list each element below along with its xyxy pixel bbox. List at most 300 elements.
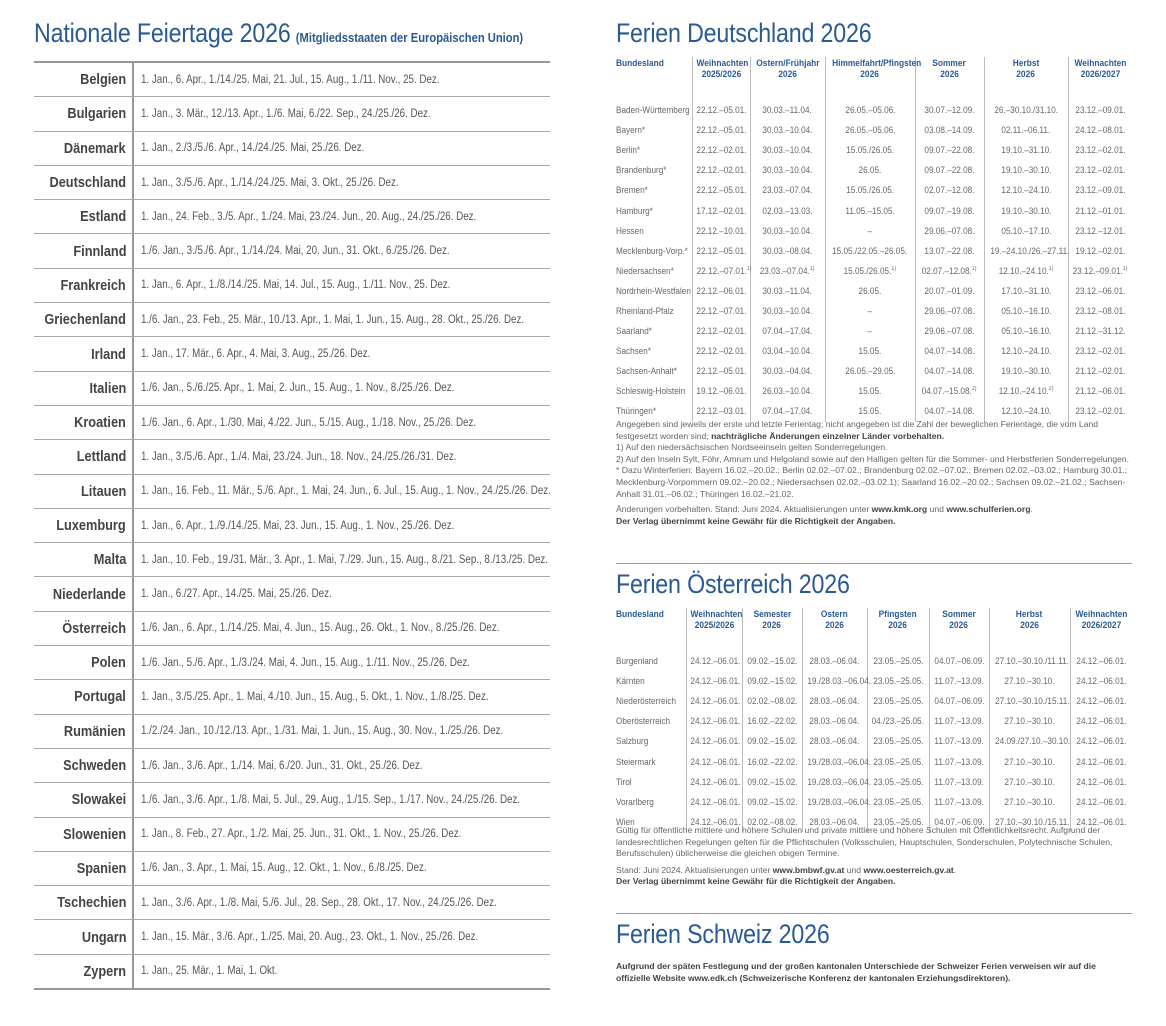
date-cell bbox=[686, 731, 742, 751]
region-name bbox=[616, 321, 692, 341]
date-cell bbox=[750, 241, 825, 261]
de-title: Ferien Deutschland 2026 bbox=[616, 18, 872, 48]
region-name-text: Saarland* bbox=[616, 326, 652, 337]
column-header-line2: 2026 bbox=[860, 69, 880, 80]
spacer-cell bbox=[989, 637, 1070, 651]
holiday-dates-text: 1. Jan., 17. Mär., 6. Apr., 4. Mai, 3. Aug., 25./26. Dez. bbox=[141, 348, 371, 361]
spacer-cell bbox=[616, 637, 686, 651]
de-note-2: 1) Auf den niedersächsischen Nordseeinseln gelten Sonderregelungen. bbox=[616, 442, 888, 453]
holiday-row bbox=[34, 646, 550, 680]
holidays-page bbox=[34, 18, 551, 980]
holiday-dates bbox=[134, 680, 550, 713]
date-cell bbox=[742, 671, 802, 691]
date-cell-text: 27.10.–30.10. bbox=[1004, 676, 1055, 687]
holiday-dates-text: 1. Jan., 24. Feb., 3./5. Apr., 1./24. Mai, 23./24. Jun., 20. Aug., 24./25./26. Dez. bbox=[141, 210, 477, 223]
date-cell bbox=[825, 361, 915, 381]
date-cell bbox=[989, 772, 1070, 792]
schulferien-link[interactable]: www.schulferien.org bbox=[946, 504, 1031, 515]
date-cell bbox=[750, 180, 825, 200]
holiday-dates bbox=[134, 97, 550, 130]
kmk-link[interactable]: www.kmk.org bbox=[871, 504, 928, 515]
holiday-dates bbox=[134, 886, 560, 919]
date-cell bbox=[825, 160, 915, 180]
region-name-text: Schleswig-Holstein bbox=[616, 386, 686, 397]
holiday-dates-text: 1./6. Jan., 6. Apr., 1./14./25. Mai, 4. Jun., 15. Aug., 26. Okt., 1. Nov., 8./25./26. Dez. bbox=[141, 622, 500, 635]
date-cell-text: 26.05.–05.06. bbox=[844, 105, 896, 116]
country-name bbox=[34, 543, 134, 576]
holiday-row bbox=[34, 612, 550, 646]
country-name-text: Kroatien bbox=[74, 414, 126, 432]
holiday-dates bbox=[134, 303, 592, 336]
date-cell-text: 12.10.–24.10. bbox=[1000, 346, 1052, 357]
region-name-text: Mecklenburg-Vorp.* bbox=[616, 245, 688, 256]
date-cell-text: 02.02.–08.02. bbox=[746, 816, 798, 827]
table-row bbox=[616, 651, 1132, 671]
de-header-row bbox=[616, 57, 1132, 86]
date-cell bbox=[692, 180, 750, 200]
country-name bbox=[34, 406, 134, 439]
region-name-text: Tirol bbox=[616, 776, 632, 787]
date-cell bbox=[1070, 792, 1132, 812]
date-cell-text: 26.05.–29.05. bbox=[844, 366, 896, 377]
date-cell bbox=[915, 281, 984, 301]
table-row bbox=[616, 691, 1132, 711]
region-name-text: Steiermark bbox=[616, 756, 656, 767]
date-cell bbox=[686, 751, 742, 771]
holiday-dates bbox=[134, 818, 550, 851]
date-cell bbox=[692, 341, 750, 361]
country-name bbox=[34, 303, 134, 336]
at-note-2-and: und bbox=[846, 864, 862, 875]
date-cell bbox=[692, 200, 750, 220]
date-cell bbox=[1070, 731, 1132, 751]
date-cell bbox=[1070, 691, 1132, 711]
date-cell bbox=[1070, 671, 1132, 691]
date-cell bbox=[984, 120, 1068, 140]
column-header-line2: 2025/2026 bbox=[701, 69, 741, 80]
column-header-line2: 2026 bbox=[1020, 620, 1039, 631]
spacer-cell bbox=[802, 637, 867, 651]
holiday-dates bbox=[134, 63, 550, 96]
column-header-line1: Herbst bbox=[1016, 609, 1043, 620]
date-cell bbox=[825, 261, 915, 281]
date-cell bbox=[929, 751, 989, 771]
table-row bbox=[616, 221, 1132, 241]
date-cell-text: 03.04.–10.04. bbox=[762, 346, 813, 357]
date-cell bbox=[915, 321, 984, 341]
country-name-text: Slowakei bbox=[71, 791, 126, 809]
date-cell-text: 22.12.–05.01. bbox=[695, 105, 747, 116]
table-row bbox=[616, 731, 1132, 751]
spacer-cell bbox=[742, 637, 802, 651]
table-row bbox=[616, 180, 1132, 200]
date-cell-text: 27.10.–30.10./15.11. bbox=[994, 816, 1070, 827]
date-cell bbox=[1068, 221, 1132, 241]
date-cell-text: 23.05.–25.05. bbox=[872, 676, 924, 687]
holiday-dates bbox=[134, 955, 550, 988]
date-cell-text: 09.02.–15.02. bbox=[746, 656, 798, 667]
region-name-text: Niederösterreich bbox=[616, 696, 677, 707]
date-cell-text: 24.12.–06.01. bbox=[1076, 776, 1127, 787]
bmbwf-link[interactable]: www.bmbwf.gv.at bbox=[772, 864, 845, 875]
date-cell bbox=[867, 772, 929, 792]
region-name-text: Oberösterreich bbox=[616, 716, 671, 727]
country-name bbox=[34, 337, 134, 370]
holiday-dates bbox=[134, 646, 550, 679]
table-row bbox=[616, 361, 1132, 381]
date-cell-text: 19.10.–31.10. bbox=[1000, 145, 1052, 156]
date-cell bbox=[692, 160, 750, 180]
country-name-text: Griechenland bbox=[44, 311, 126, 329]
holiday-row bbox=[34, 337, 550, 371]
date-cell bbox=[984, 221, 1068, 241]
table-row bbox=[616, 792, 1132, 812]
date-cell-text: 15.05. bbox=[858, 406, 882, 417]
at-note-3-text: Der Verlag übernimmt keine Gewähr für die Richtigkeit der Angaben. bbox=[616, 876, 896, 887]
holiday-row bbox=[34, 200, 550, 234]
date-cell-text: 28.03.–06.04. bbox=[809, 716, 860, 727]
column-header-line2: 2026 bbox=[825, 620, 844, 631]
country-name bbox=[34, 200, 134, 233]
country-name bbox=[34, 715, 134, 748]
date-cell-text: 24.12.–06.01. bbox=[1076, 676, 1127, 687]
date-cell bbox=[692, 301, 750, 321]
country-name bbox=[34, 63, 134, 96]
column-header bbox=[825, 57, 921, 86]
date-cell-text: 22.12.–02.01. bbox=[695, 165, 747, 176]
holiday-row bbox=[34, 234, 550, 268]
holiday-row bbox=[34, 886, 550, 920]
holiday-row bbox=[34, 406, 550, 440]
date-cell-text: 22.12.–02.01. bbox=[695, 326, 747, 337]
date-cell-text: 16.02.–22.02. bbox=[746, 716, 798, 727]
country-name-text: Slowenien bbox=[62, 825, 126, 843]
holiday-row bbox=[34, 749, 550, 783]
holiday-dates bbox=[134, 234, 550, 267]
date-cell-text: 22.12.–07.01. bbox=[695, 305, 747, 316]
date-cell bbox=[1068, 100, 1132, 120]
date-cell-text: – bbox=[867, 225, 873, 236]
holiday-dates bbox=[134, 269, 550, 302]
date-cell bbox=[929, 792, 989, 812]
date-cell bbox=[915, 361, 984, 381]
region-name-text: Vorarlberg bbox=[616, 796, 654, 807]
date-cell bbox=[742, 751, 802, 771]
table-row bbox=[616, 341, 1132, 361]
date-cell-text: 04.07.–15.08. bbox=[922, 386, 973, 397]
column-header-line1: Ostern/Frühjahr bbox=[755, 58, 820, 69]
date-cell bbox=[929, 651, 989, 671]
country-name-text: Deutschland bbox=[49, 174, 126, 192]
footnote-mark: 1) bbox=[746, 265, 751, 272]
date-cell-text: 16.02.–22.02. bbox=[746, 756, 798, 767]
at-header-row bbox=[616, 608, 1132, 637]
table-row bbox=[616, 140, 1132, 160]
country-name bbox=[34, 680, 134, 713]
holiday-dates bbox=[134, 920, 550, 953]
holiday-row bbox=[34, 440, 550, 474]
spacer-cell bbox=[915, 86, 984, 100]
region-name bbox=[616, 140, 692, 160]
date-cell-text: 23.12.–02.01. bbox=[1075, 346, 1126, 357]
date-cell-text: 09.02.–15.02. bbox=[746, 736, 798, 747]
country-name bbox=[34, 852, 134, 885]
column-header-line2: 2026 bbox=[888, 620, 908, 631]
date-cell bbox=[802, 711, 867, 731]
date-cell bbox=[742, 711, 802, 731]
country-name bbox=[34, 886, 134, 919]
date-cell-text: 28.03.–06.04. bbox=[809, 816, 860, 827]
date-cell-text: – bbox=[867, 305, 873, 316]
date-cell bbox=[867, 691, 929, 711]
spacer-cell bbox=[1068, 86, 1132, 100]
date-cell bbox=[929, 691, 989, 711]
holiday-row bbox=[34, 303, 550, 337]
holiday-dates-text: 1. Jan., 3./5./6. Apr., 1./4. Mai, 23./24. Jun., 18. Nov., 24./25./26./31. Dez. bbox=[141, 450, 457, 463]
region-name bbox=[616, 160, 692, 180]
date-cell-text: 22.12.–10.01. bbox=[695, 225, 747, 236]
holiday-dates-text: 1. Jan., 3./5./25. Apr., 1. Mai, 4./10. Jun., 15. Aug., 5. Okt., 1. Nov., 1./8./25. Dez. bbox=[141, 690, 489, 703]
date-cell-text: 24.12.–06.01. bbox=[689, 776, 740, 787]
date-cell-text: 03.08.–14.09. bbox=[924, 125, 975, 136]
date-cell bbox=[1070, 711, 1132, 731]
holiday-dates bbox=[134, 475, 623, 508]
country-name bbox=[34, 749, 134, 782]
date-cell-text: 23.12.–02.01. bbox=[1075, 406, 1126, 417]
date-cell bbox=[750, 221, 825, 241]
date-cell-text: 19.–24.10./26.–27.11. bbox=[989, 245, 1069, 256]
date-cell-text: 19./28.03.–06.04. bbox=[806, 796, 871, 807]
date-cell bbox=[1070, 751, 1132, 771]
holiday-dates bbox=[134, 406, 550, 439]
holiday-dates bbox=[134, 577, 550, 610]
date-cell bbox=[915, 261, 984, 281]
country-name bbox=[34, 612, 134, 645]
date-cell bbox=[750, 100, 825, 120]
footnote-mark: 1) bbox=[1048, 265, 1054, 272]
date-cell bbox=[1068, 341, 1132, 361]
date-cell bbox=[984, 200, 1068, 220]
date-cell bbox=[915, 180, 984, 200]
column-header-line1: Himmelfahrt/Pfingsten bbox=[831, 58, 921, 69]
table-row bbox=[616, 321, 1132, 341]
date-cell bbox=[1068, 361, 1132, 381]
date-cell-text: 24.12.–06.01. bbox=[1076, 796, 1127, 807]
date-cell-text: 22.12.–02.01. bbox=[695, 145, 747, 156]
date-cell bbox=[750, 261, 825, 281]
column-header bbox=[1068, 57, 1132, 86]
date-cell bbox=[750, 140, 825, 160]
holiday-row bbox=[34, 63, 550, 97]
date-cell bbox=[825, 221, 915, 241]
date-cell-text: 27.10.–30.10. bbox=[1004, 716, 1055, 727]
region-name bbox=[616, 341, 692, 361]
country-name-text: Irland bbox=[91, 345, 126, 363]
date-cell-text: 12.10.–24.10. bbox=[1000, 406, 1052, 417]
at-note-2-text: Stand: Juni 2024. Aktualisierungen unter bbox=[616, 864, 771, 875]
holiday-row bbox=[34, 97, 550, 131]
date-cell-text: 24.12.–06.01. bbox=[689, 796, 740, 807]
date-cell-text: 15.05. bbox=[858, 346, 882, 357]
region-name-text: Berlin* bbox=[616, 145, 641, 156]
de-note-1-text: Angegeben sind jeweils der erste und letzte Ferientag; nicht angegeben ist die Zahl der beweglichen Ferientage, die vom Land festgesetzt worden sind; bbox=[616, 419, 1099, 441]
date-cell bbox=[867, 792, 929, 812]
holiday-dates bbox=[134, 543, 620, 576]
column-header-line2: 2025/2026 bbox=[694, 620, 734, 631]
date-cell bbox=[692, 361, 750, 381]
date-cell-text: 30.03.–10.04. bbox=[762, 165, 813, 176]
date-cell-text: 22.12.–03.01. bbox=[695, 406, 747, 417]
date-cell bbox=[984, 140, 1068, 160]
date-cell-text: 28.03.–06.04. bbox=[809, 656, 860, 667]
date-cell-text: 05.10.–16.10. bbox=[1000, 305, 1052, 316]
date-cell bbox=[1068, 200, 1132, 220]
date-cell-text: 13.07.–22.08. bbox=[924, 245, 975, 256]
date-cell-text: 22.12.–06.01. bbox=[695, 285, 747, 296]
date-cell-text: 09.02.–15.02. bbox=[746, 776, 798, 787]
de-note-4: * Dazu Winterferien: Bayern 16.02.–20.02.; Berlin 02.02.–07.02.; Brandenburg 02.02.–07.02.; Bremen 02.02.–03.02.; Hamburg 30.01.; Mecklenburg-Vorpommern 09.02.–20.02.; Niedersachsen 02.02.–03.02.1); Saarland 16.02.–20.02.; Sachsen 09.02.–21.02.; Sachsen-Anhalt 31.01.–06.02.; Thüringen 16.02.–21.02. bbox=[616, 465, 1128, 499]
holiday-dates-text: 1. Jan., 8. Feb., 27. Apr., 1./2. Mai, 25. Jun., 31. Okt., 1. Nov., 25./26. Dez. bbox=[141, 828, 462, 841]
date-cell-text: 23.05.–25.05. bbox=[872, 776, 924, 787]
date-cell bbox=[750, 120, 825, 140]
holiday-dates bbox=[134, 200, 550, 233]
date-cell-text: 27.10.–30.10. bbox=[1004, 776, 1055, 787]
date-cell bbox=[742, 792, 802, 812]
date-cell-text: 24.12.–06.01. bbox=[689, 676, 740, 687]
country-name bbox=[34, 166, 134, 199]
date-cell bbox=[686, 711, 742, 731]
at-note-1: Gültig für öffentliche mittlere und höhere Schulen und private mittlere und höhere Schulen mit Öffentlichkeitsrecht. Aufgrund der landesrechtlichen Regelungen gelten für die Pflichtschulen (Volksschulen, Hauptschulen, Sonderschulen, Polytechnische Schulen, Berufsschulen) üblicherweise die gleichen obigen Termine. bbox=[616, 825, 1113, 859]
column-header-line1: Weihnachten bbox=[1075, 609, 1128, 620]
column-header bbox=[802, 608, 867, 637]
date-cell bbox=[750, 321, 825, 341]
date-cell-text: 04.07.–14.08. bbox=[924, 366, 975, 377]
date-cell-text: 29.06.–07.08. bbox=[924, 225, 975, 236]
date-cell bbox=[915, 301, 984, 321]
date-cell-text: 30.03.–10.04. bbox=[762, 145, 813, 156]
holiday-dates-text: 1./6. Jan., 6. Apr., 1./30. Mai, 4./22. Jun., 5./15. Aug., 1./18. Nov., 25./26. Dez. bbox=[141, 416, 477, 429]
column-header bbox=[984, 57, 1068, 86]
date-cell-text: 19.10.–30.10. bbox=[1000, 366, 1052, 377]
column-header-line2: 2026/2027 bbox=[1081, 620, 1122, 631]
region-name-text: Rheinland-Pfalz bbox=[616, 305, 674, 316]
date-cell-text: 19./28.03.–06.04. bbox=[806, 776, 871, 787]
date-cell bbox=[915, 160, 984, 180]
country-name bbox=[34, 646, 134, 679]
holiday-dates bbox=[134, 852, 550, 885]
date-cell-text: 05.10.–17.10. bbox=[1000, 225, 1052, 236]
region-name-text: Thüringen* bbox=[616, 406, 657, 417]
column-header-line1: Bundesland bbox=[616, 609, 664, 620]
date-cell-text: 02.03.–13.03. bbox=[762, 205, 813, 216]
holiday-row bbox=[34, 509, 550, 543]
country-name-text: Ungarn bbox=[81, 928, 126, 946]
date-cell-text: 07.04.–17.04. bbox=[762, 326, 813, 337]
date-cell bbox=[825, 200, 915, 220]
holiday-dates-text: 1. Jan., 6. Apr., 1./14./25. Mai, 21. Jul., 15. Aug., 1./11. Nov., 25. Dez. bbox=[141, 73, 440, 86]
country-name-text: Rumänien bbox=[64, 722, 126, 740]
date-cell-text: 04.07.–14.08. bbox=[924, 406, 975, 417]
date-cell-text: 09.07.–22.08. bbox=[924, 145, 975, 156]
date-cell bbox=[1068, 140, 1132, 160]
at-vacation-table bbox=[616, 608, 1132, 832]
section-divider bbox=[616, 563, 1132, 564]
region-name-text: Hamburg* bbox=[616, 205, 653, 216]
column-header-line1: Weihnachten bbox=[696, 58, 748, 69]
holiday-dates-text: 1. Jan., 2./3./5./6. Apr., 14./24./25. Mai, 25./26. Dez. bbox=[141, 142, 365, 155]
country-name-text: Lettland bbox=[76, 448, 126, 466]
date-cell-text: 02.11.–06.11. bbox=[1001, 125, 1051, 136]
date-cell bbox=[984, 261, 1068, 281]
column-header bbox=[686, 608, 742, 637]
date-cell-text: 23.12.–09.01. bbox=[1075, 105, 1126, 116]
holiday-dates-text: 1./2./24. Jan., 10./12./13. Apr., 1./31. Mai, 1. Jun., 15. Aug., 30. Nov., 1./25./26. Dez. bbox=[141, 725, 504, 738]
date-cell-text: 22.12.–07.01. bbox=[696, 265, 747, 276]
country-name bbox=[34, 920, 134, 953]
column-header bbox=[616, 608, 686, 637]
region-name bbox=[616, 671, 686, 691]
date-cell bbox=[692, 221, 750, 241]
holiday-dates bbox=[134, 509, 550, 542]
region-name bbox=[616, 381, 692, 401]
region-name bbox=[616, 691, 686, 711]
date-cell bbox=[915, 120, 984, 140]
oesterreich-link[interactable]: www.oesterreich.gv.at bbox=[863, 864, 954, 875]
date-cell bbox=[989, 751, 1070, 771]
country-name-text: Malta bbox=[93, 551, 126, 569]
date-cell-text: 04.07.–14.08. bbox=[924, 346, 975, 357]
region-name bbox=[616, 241, 692, 261]
date-cell bbox=[825, 381, 915, 401]
spacer-cell bbox=[692, 86, 750, 100]
region-name bbox=[616, 751, 686, 771]
holiday-dates bbox=[134, 749, 550, 782]
date-cell-text: 24.12.–06.01. bbox=[689, 656, 740, 667]
date-cell bbox=[984, 381, 1068, 401]
date-cell-text: 28.03.–06.04. bbox=[809, 736, 860, 747]
holiday-row bbox=[34, 372, 550, 406]
footnote-mark: 1) bbox=[810, 265, 815, 272]
date-cell bbox=[692, 100, 750, 120]
holiday-dates-text: 1. Jan., 6. Apr., 1./8./14./25. Mai, 14. Jul., 15. Aug., 1./11. Nov., 25. Dez. bbox=[141, 279, 451, 292]
date-cell-text: 19.12.–02.01. bbox=[1075, 245, 1126, 256]
region-name-text: Brandenburg* bbox=[616, 165, 667, 176]
country-name bbox=[34, 818, 134, 851]
column-header-line1: Semester bbox=[753, 609, 791, 620]
date-cell-text: 26.05. bbox=[858, 165, 882, 176]
date-cell bbox=[1068, 281, 1132, 301]
date-cell-text: 23.12.–02.01. bbox=[1075, 165, 1126, 176]
date-cell bbox=[984, 341, 1068, 361]
date-cell bbox=[802, 792, 871, 812]
date-cell-text: 24.12.–06.01. bbox=[1076, 736, 1127, 747]
column-header bbox=[616, 57, 692, 86]
region-name-text: Sachsen* bbox=[616, 346, 652, 357]
date-cell bbox=[802, 651, 867, 671]
holiday-dates bbox=[134, 612, 563, 645]
date-cell bbox=[750, 381, 825, 401]
date-cell bbox=[750, 341, 825, 361]
date-cell-text: 23.12.–09.01. bbox=[1075, 185, 1126, 196]
de-note-1 bbox=[616, 419, 1132, 442]
date-cell bbox=[692, 140, 750, 160]
country-name bbox=[34, 783, 134, 816]
country-name bbox=[34, 577, 134, 610]
holiday-row bbox=[34, 475, 550, 509]
region-name bbox=[616, 221, 692, 241]
table-row bbox=[616, 120, 1132, 140]
date-cell-text: 23.12.–12.01. bbox=[1075, 225, 1126, 236]
